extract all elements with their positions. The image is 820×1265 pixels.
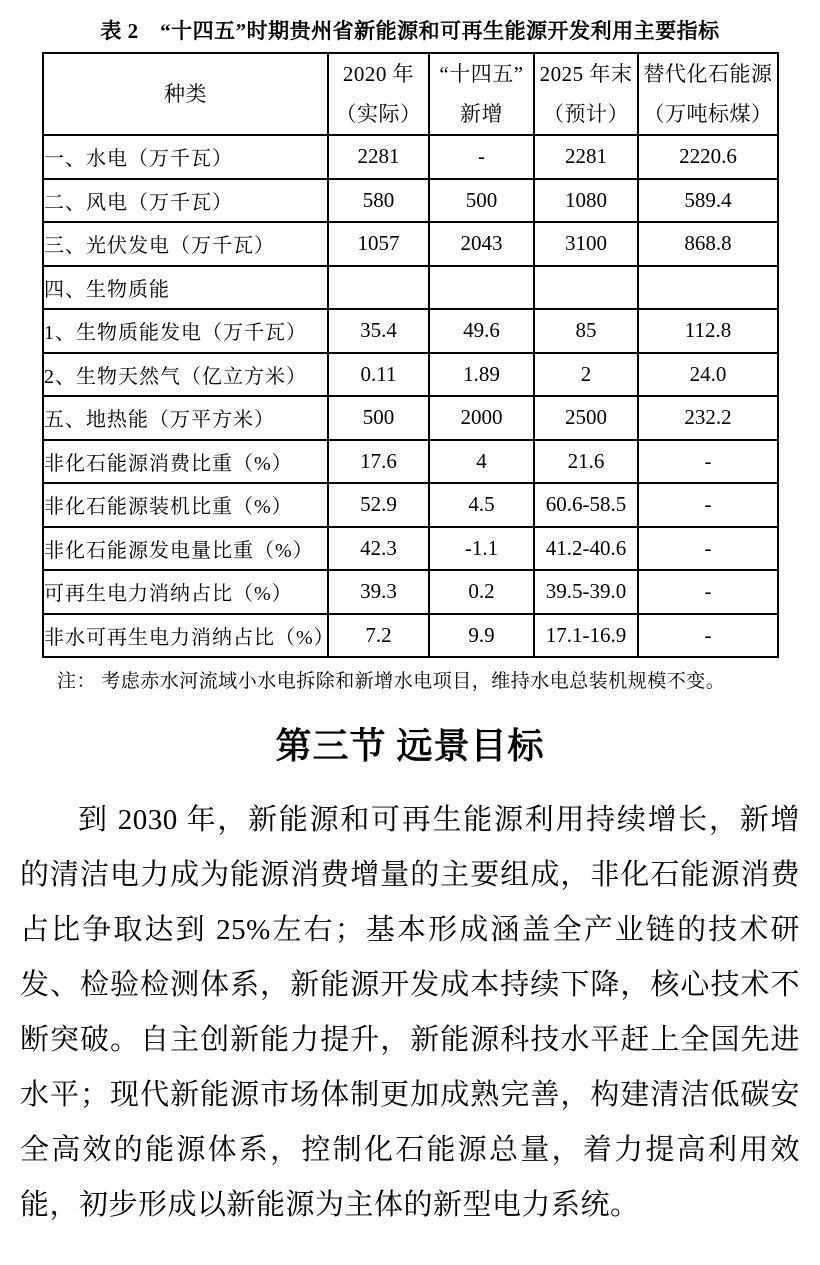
cell-2020: 580 (328, 179, 429, 223)
row-label: 非化石能源装机比重（%） (43, 483, 328, 527)
cell-2025: 85 (534, 309, 638, 353)
header-2025-line2: （预计） (543, 102, 629, 126)
table-row (43, 614, 778, 658)
cell-coal: 868.8 (638, 222, 778, 266)
table-row (43, 179, 778, 223)
header-cell-category (43, 53, 328, 135)
cell-added (429, 266, 534, 310)
cell-2025: 60.6-58.5 (534, 483, 638, 527)
cell-added: 1.89 (429, 353, 534, 397)
cell-added: 500 (429, 179, 534, 223)
cell-added: 4.5 (429, 483, 534, 527)
row-label: 四、生物质能 (43, 266, 328, 310)
cell-2020: 500 (328, 396, 429, 440)
header-added-line1: “十四五” (439, 62, 524, 86)
cell-added: - (429, 135, 534, 179)
header-2025-line1: 2025 年末 (539, 62, 633, 86)
section-heading: 第三节 远景目标 (275, 726, 545, 766)
table-row (43, 266, 778, 310)
document-page (0, 18, 820, 1233)
header-cell-added (429, 53, 534, 135)
table-caption: 表 2 “十四五”时期贵州省新能源和可再生能源开发利用主要指标 (100, 19, 720, 43)
header-added-line2: 新增 (460, 102, 503, 126)
cell-coal: - (638, 483, 778, 527)
cell-coal: 589.4 (638, 179, 778, 223)
table-row (43, 353, 778, 397)
row-label: 2、生物天然气（亿立方米） (43, 353, 328, 397)
cell-2020: 39.3 (328, 570, 429, 614)
table-header-row (43, 53, 778, 135)
header-cell-2025 (534, 53, 638, 135)
indicators-table (42, 52, 779, 658)
row-label: 一、水电（万千瓦） (43, 135, 328, 179)
table-row (43, 222, 778, 266)
cell-2020: 7.2 (328, 614, 429, 658)
cell-added: 4 (429, 440, 534, 484)
cell-2020: 17.6 (328, 440, 429, 484)
cell-coal: 2220.6 (638, 135, 778, 179)
cell-2025 (534, 266, 638, 310)
table-row (43, 309, 778, 353)
row-label: 可再生电力消纳占比（%） (43, 570, 328, 614)
cell-2025: 2 (534, 353, 638, 397)
header-coal-line1: 替代化石能源 (643, 62, 773, 86)
cell-2025: 2500 (534, 396, 638, 440)
cell-coal: 24.0 (638, 353, 778, 397)
cell-coal (638, 266, 778, 310)
cell-added: 2043 (429, 222, 534, 266)
cell-added: 0.2 (429, 570, 534, 614)
table-row (43, 396, 778, 440)
cell-2025: 41.2-40.6 (534, 527, 638, 571)
table-row (43, 527, 778, 571)
table-row (43, 570, 778, 614)
cell-added: 49.6 (429, 309, 534, 353)
row-label: 非化石能源发电量比重（%） (43, 527, 328, 571)
header-2020-line2: （实际） (335, 102, 422, 126)
cell-2020: 52.9 (328, 483, 429, 527)
cell-2020: 42.3 (328, 527, 429, 571)
header-coal-line2: （万吨标煤） (643, 102, 773, 126)
cell-2020: 2281 (328, 135, 429, 179)
cell-2020: 0.11 (328, 353, 429, 397)
table-note: 注： 考虑赤水河流域小水电拆除和新增水电项目，维持水电总装机规模不变。 (57, 671, 726, 692)
header-category-label: 种类 (164, 82, 207, 106)
cell-coal: 112.8 (638, 309, 778, 353)
row-label: 1、生物质能发电（万千瓦） (43, 309, 328, 353)
cell-coal: - (638, 440, 778, 484)
cell-coal: 232.2 (638, 396, 778, 440)
row-label: 二、风电（万千瓦） (43, 179, 328, 223)
header-2020-line1: 2020 年 (342, 62, 415, 86)
row-label: 三、光伏发电（万千瓦） (43, 222, 328, 266)
cell-coal: - (638, 527, 778, 571)
cell-added: -1.1 (429, 527, 534, 571)
cell-2020 (328, 266, 429, 310)
header-cell-coal (638, 53, 778, 135)
cell-2025: 39.5-39.0 (534, 570, 638, 614)
header-cell-2020 (328, 53, 429, 135)
cell-2020: 1057 (328, 222, 429, 266)
table-row (43, 483, 778, 527)
row-label: 非水可再生电力消纳占比（%） (43, 614, 328, 658)
body-paragraph: 到 2030 年，新能源和可再生能源利用持续增长，新增的清洁电力成为能源消费增量的主要组成，非化石能源消费占比争取达到 25%左右；基本形成涵盖全产业链的技术研发、检验检测体系，新能源开发成本持续下降，核心技术不断突破。自主创新能力提升，新能源科技水平赶上全国先进水平；现代新能源市场体制更加成熟完善，构建清洁低碳安全高效的能源体系，控制化石能源总量，着力提高利用效能，初步形成以新能源为主体的新型电力系统。 (20, 804, 800, 1221)
row-label: 五、地热能（万平方米） (43, 396, 328, 440)
cell-2020: 35.4 (328, 309, 429, 353)
row-label: 非化石能源消费比重（%） (43, 440, 328, 484)
cell-2025: 1080 (534, 179, 638, 223)
cell-added: 2000 (429, 396, 534, 440)
cell-coal: - (638, 570, 778, 614)
cell-2025: 21.6 (534, 440, 638, 484)
table-row (43, 440, 778, 484)
cell-added: 9.9 (429, 614, 534, 658)
cell-2025: 2281 (534, 135, 638, 179)
table-row (43, 135, 778, 179)
cell-coal: - (638, 614, 778, 658)
cell-2025: 3100 (534, 222, 638, 266)
cell-2025: 17.1-16.9 (534, 614, 638, 658)
